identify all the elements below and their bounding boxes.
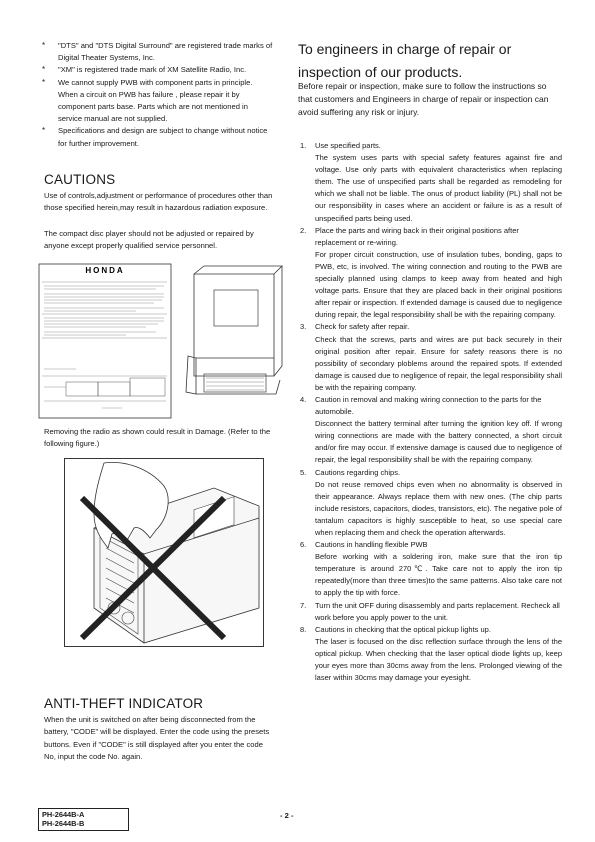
instructions-list	[300, 140, 562, 684]
note-item: * "XM" is registered trade mark of XM Satellite Radio, Inc.	[42, 65, 247, 75]
note-item: * We cannot supply PWB with component parts in principle. When a circuit on PWB has failure , please repair it by component parts base. Parts which are not mentioned in service manual are not supplied.	[42, 77, 253, 124]
engineers-intro: Before repair or inspection, make sure to follow the instructions so that customers and Engineers in charge of repair or inspection can avoid suffering any risk or injury.	[298, 81, 549, 118]
model-number-box	[38, 808, 129, 831]
engineers-heading: To engineers in charge of repair or inspection of our products.	[298, 41, 512, 80]
model-number: PH-2644B-B	[42, 819, 85, 829]
instruction-item: 7. Turn the unit OFF during disassembly and parts replacement. Recheck all work before you apply power to the unit.	[300, 600, 560, 622]
instruction-item: 4. Caution in removal and making wiring connection to the parts for the automobile. Disconnect the battery terminal after turning the ignition key off. If wrong wiring connections are made with the battery connected, a short circuit and/or fire may occur. If extensive damage is caused due to negligence of repair, the legal responsibility shall be with the repairing company.	[300, 394, 562, 465]
instruction-item: 8. Cautions in checking that the optical pickup lights up. The laser is focused on the disc reflection surface through the lens of the optical pickup. When checking that the laser optical diode lights up, keep your eyes more than 30cms away from the lens. Prolonged viewing of the laser within 30cms may damage your eyesight.	[300, 624, 562, 683]
removal-note: Removing the radio as shown could result in Damage. (Refer to the following figure.)	[44, 427, 271, 449]
note-item: * Specifications and design are subject to change without notice for further improvement.	[42, 126, 268, 148]
instruction-item: 1. Use specified parts. The system uses parts with special safety features against fire and voltage. Use only parts with equivalent characteristics when replacing them. The use of unspecified parts shall be regarded as remodeling for which we shall not be liable. The onus of product liability (PL) shall not be our responsibility in cases where an accident or failure is as a result of unspecified parts being used.	[300, 141, 562, 223]
notes-list	[42, 40, 274, 150]
removal-damage-figure	[64, 458, 264, 648]
instruction-item: 2. Place the parts and wiring back in their original positions after replacement or re-wiring. For proper circuit construction, use of insulation tubes, bonding, gaps to PWB, etc, is involved. The wiring connection and routing to the PWB are specially planned using clamps to keep away from heated and high voltage parts. Ensure that they are placed back in their original positions after repair or inspection. If extended damage is caused due to negligence during repair, the legal responsibility shall be with the repairing company.	[300, 225, 562, 320]
page-number: - 2 -	[280, 811, 294, 820]
label-brand: HONDA	[85, 266, 125, 275]
cautions-text-1: Use of controls,adjustment or performance of procedures other than those specified herein,may result in hazardous radiation exposure.	[44, 191, 273, 213]
label-figure	[36, 262, 284, 422]
note-item: * "DTS" and "DTS Digital Surround" are registered trade marks of Digital Theater Systems, Inc.	[42, 41, 273, 63]
cautions-heading: CAUTIONS	[44, 172, 116, 187]
anti-theft-text: When the unit is switched on after being disconnected from the battery, "CODE" will be displayed. Enter the code using the presets buttons. Even if "CODE" is still displayed after you enter the code No, input the code No. again.	[44, 715, 270, 762]
cautions-text-2: The compact disc player should not be adjusted or repaired by anyone except properly qualified service personnel.	[44, 229, 254, 251]
anti-theft-heading: ANTI-THEFT INDICATOR	[44, 696, 204, 711]
instruction-item: 6. Cautions in handling flexible PWB Before working with a soldering iron, make sure that the iron tip temperature is around 270℃. Take care not to apply the iron tip repeatedly(more than three times)to the same patterns. Also take care not to apply the tip with force.	[300, 540, 562, 598]
instruction-item: 5. Cautions regarding chips. Do not reuse removed chips even when no abnormality is observed in their appearance. Always replace them with new ones. (The chip parts include resistors, capacitors, diodes, transistors, etc). The negative pole of tantalum capacitors is highly susceptible to heat, so use special care when replacing them and check the operation afterwards.	[300, 467, 562, 537]
model-number: PH-2644B-A	[42, 810, 85, 819]
instruction-item: 3. Check for safety after repair. Check that the screws, parts and wires are put back securely in their original position after repair. Ensure for safety reasons there is no possibility of secondary ploblems around the repaired spots. If extended damage is caused due to negligence of repair, the legal responsibility shall be with the repairing company.	[300, 322, 562, 392]
